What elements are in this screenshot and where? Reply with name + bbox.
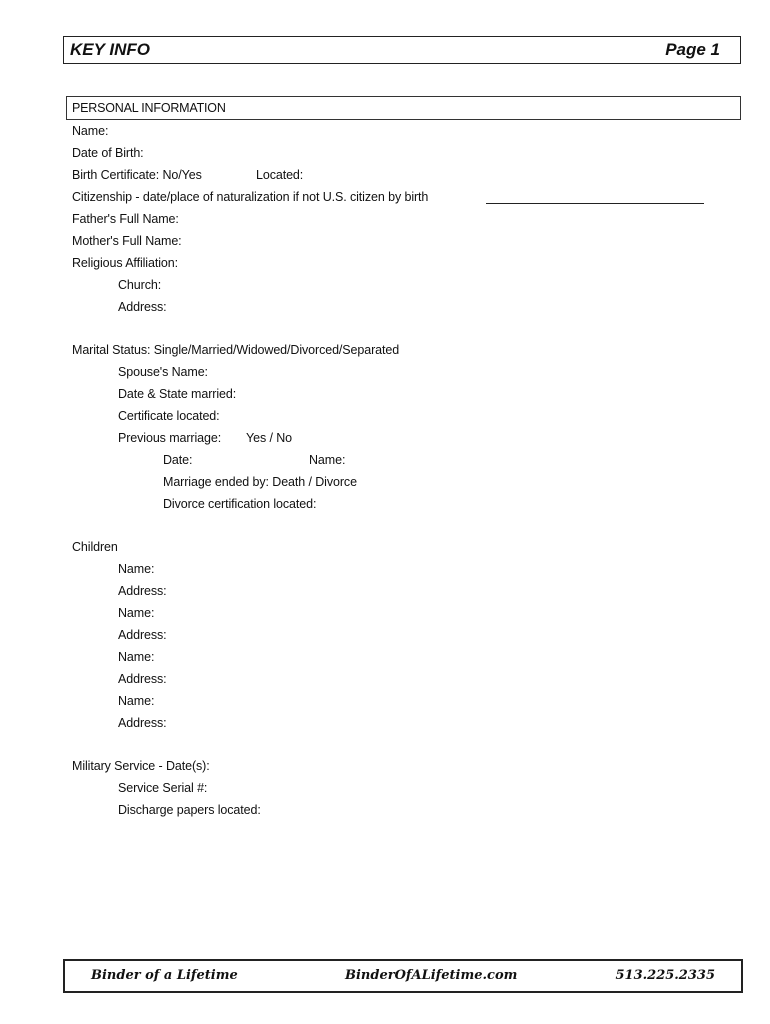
citizenship-field: Citizenship - date/place of naturalization if not U.S. citizen by birth [72,190,429,204]
section-heading: PERSONAL INFORMATION [72,101,226,115]
previous-marriage-date-field: Date: [163,453,193,467]
section-heading-box [66,96,741,120]
dob-field: Date of Birth: [72,146,144,160]
citizenship-blank-line [486,203,704,204]
page-number: Page 1 [665,40,720,59]
father-name-field: Father's Full Name: [72,212,179,226]
discharge-papers-field: Discharge papers located: [118,803,261,817]
military-service-field: Military Service - Date(s): [72,759,210,773]
child-4-address-field: Address: [118,716,167,730]
child-2-address-field: Address: [118,628,167,642]
child-2-name-field: Name: [118,606,155,620]
birth-certificate-located-field: Located: [256,168,304,182]
children-heading: Children [72,540,118,554]
spouse-name-field: Spouse's Name: [118,365,208,379]
church-address-field: Address: [118,300,167,314]
mother-name-field: Mother's Full Name: [72,234,182,248]
page-footer [63,959,743,993]
page-header [63,36,741,64]
date-state-married-field: Date & State married: [118,387,237,401]
header-title: KEY INFO [70,40,150,59]
footer-phone: 513.225.2335 [615,968,715,983]
divorce-certification-field: Divorce certification located: [163,497,317,511]
service-serial-field: Service Serial #: [118,781,208,795]
previous-marriage-field: Previous marriage: [118,431,222,445]
child-4-name-field: Name: [118,694,155,708]
child-1-address-field: Address: [118,584,167,598]
religious-affiliation-field: Religious Affiliation: [72,256,178,270]
child-3-name-field: Name: [118,650,155,664]
previous-marriage-name-field: Name: [309,453,346,467]
footer-website: BinderOfALifetime.com [345,968,518,983]
marital-status-field: Marital Status: Single/Married/Widowed/Divorced/Separated [72,343,400,357]
footer-brand: Binder of a Lifetime [91,968,238,983]
name-field: Name: [72,124,109,138]
child-3-address-field: Address: [118,672,167,686]
marriage-ended-by-field: Marriage ended by: Death / Divorce [163,475,357,489]
birth-certificate-field: Birth Certificate: No/Yes [72,168,202,182]
previous-marriage-options: Yes / No [246,431,292,445]
church-field: Church: [118,278,162,292]
child-1-name-field: Name: [118,562,155,576]
certificate-located-field: Certificate located: [118,409,220,423]
